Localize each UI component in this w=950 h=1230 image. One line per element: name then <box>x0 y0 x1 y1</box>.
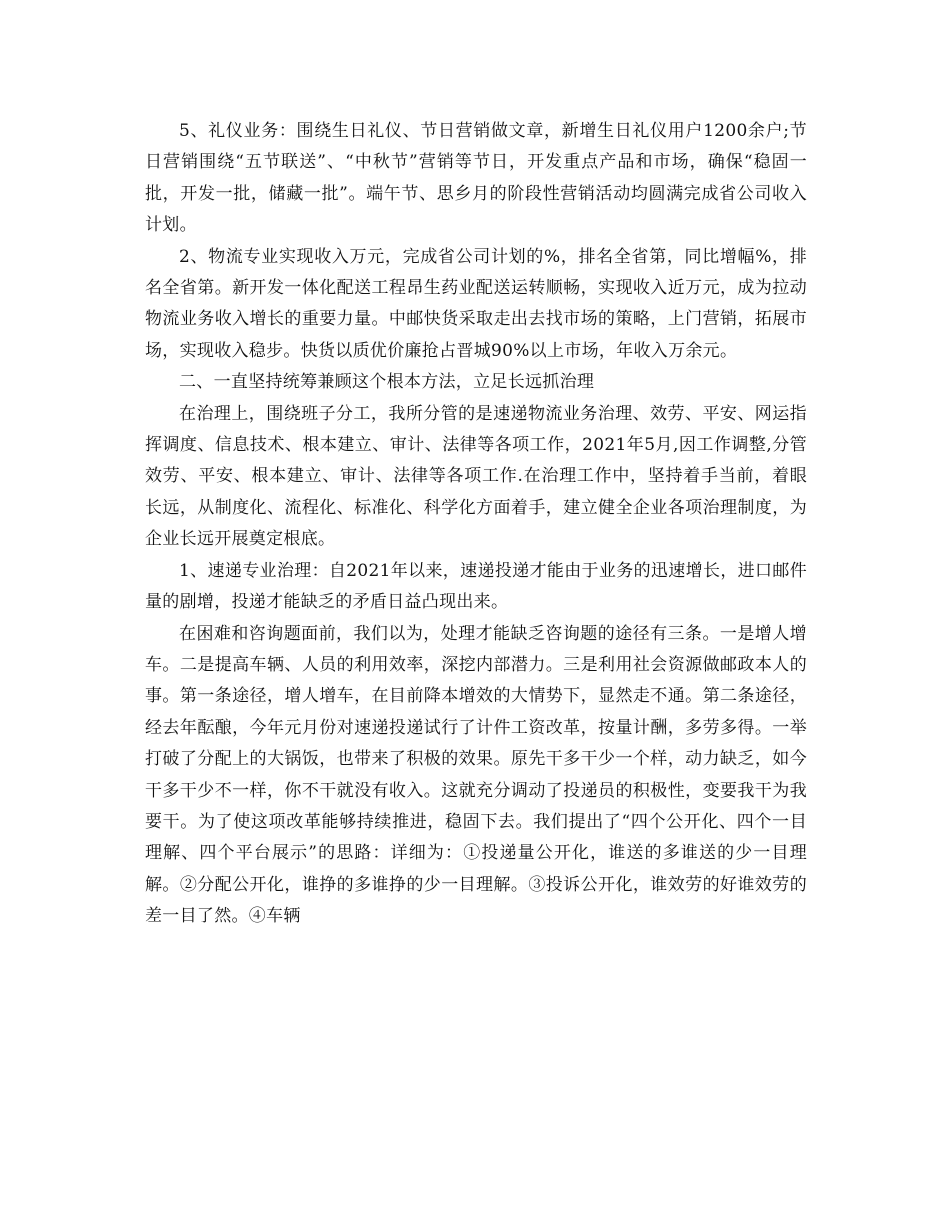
paragraph-logistics-revenue: 2、物流专业实现收入万元，完成省公司计划的%，排名全省第，同比增幅%，排名全省第。新开发一体化配送工程昂生药业配送运转顺畅，实现收入近万元，成为拉动物流业务收入增长的重要力量。中邮快货采取走出去找市场的策略，上门营销，拓展市场，实现收入稳步。快货以质优价廉抢占晋城90%以上市场，年收入万余元。 <box>145 246 807 361</box>
paragraph-etiquette-business: 5、礼仪业务：围绕生日礼仪、节日营销做文章，新增生日礼仪用户1200余户;节日营销围绕“五节联送”、“中秋节”营销等节日，开发重点产品和市场，确保“稳固一批，开发一批，储藏一批”。端午节、思乡月的阶段性营销活动均圆满完成省公司收入计划。 <box>145 121 807 236</box>
section-heading-management: 二、一直坚持统筹兼顾这个根本方法，立足长远抓治理 <box>179 372 595 393</box>
document-body <box>145 116 807 933</box>
paragraph-delivery-reform: 在困难和咨询题面前，我们以为，处理才能缺乏咨询题的途径有三条。一是增人增车。二是提高车辆、人员的利用效率，深挖内部潜力。三是利用社会资源做邮政本人的事。第一条途径，增人增车，在目前降本增效的大情势下，显然走不通。第二条途径，经去年酝酿，今年元月份对速递投递试行了计件工资改革，按量计酬，多劳多得。一举打破了分配上的大锅饭，也带来了积极的效果。原先干多干少一个样，动力缺乏，如今干多干少不一样，你不干就没有收入。这就充分调动了投递员的积极性，变要我干为我要干。为了使这项改革能够持续推进，稳固下去。我们提出了“四个公开化、四个一目理解、四个平台展示”的思路：详细为：①投递量公开化，谁送的多谁送的少一目理解。②分配公开化，谁挣的多谁挣的少一目理解。③投诉公开化，谁效劳的好谁效劳的差一目了然。④车辆 <box>145 623 807 927</box>
paragraph-management-duties: 在治理上，围绕班子分工，我所分管的是速递物流业务治理、效劳、平安、网运指挥调度、信息技术、根本建立、审计、法律等各项工作，2021年5月,因工作调整,分管效劳、平安、根本建立、审计、法律等各项工作.在治理工作中，坚持着手当前，着眼长远，从制度化、流程化、标准化、科学化方面着手，建立健全企业各项治理制度，为企业长远开展奠定根底。 <box>145 403 807 550</box>
paragraph-express-management: 1、速递专业治理：自2021年以来，速递投递才能由于业务的迅速增长，进口邮件量的剧增，投递才能缺乏的矛盾日益凸现出来。 <box>145 560 807 613</box>
